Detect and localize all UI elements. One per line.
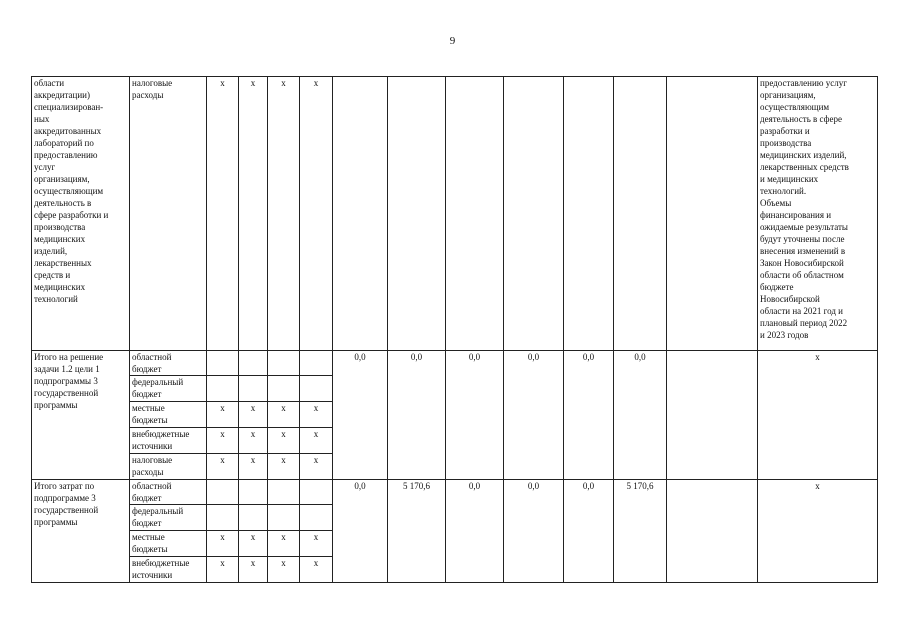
- value-cell: 0,0: [614, 351, 667, 480]
- x-cell: x: [239, 454, 268, 480]
- value-cell: 0,0: [504, 351, 564, 480]
- x-cell: x: [300, 77, 333, 351]
- x-cell: x: [300, 402, 333, 428]
- funding-source-cell: местные бюджеты: [130, 402, 207, 428]
- measure-name-cell: области аккредитации) специализирован- ных аккредитованных лабораторий по предоставлению услуг организациям, осуществляющим деятельность в сфере разработки и производства медицинских изделий, лекарственных средств и медицинских технологий: [32, 77, 130, 351]
- expected-result-cell: x: [758, 480, 878, 583]
- funding-source-cell: налоговые расходы: [130, 454, 207, 480]
- value-cell: 0,0: [564, 351, 614, 480]
- value-cell: 0,0: [388, 351, 446, 480]
- value-cell: 0,0: [504, 480, 564, 583]
- program-table: [31, 76, 878, 583]
- subtotal-title-cell: Итого затрат по подпрограмме 3 государственной программы: [32, 480, 130, 583]
- empty-cell: [614, 77, 667, 351]
- x-cell: x: [268, 428, 300, 454]
- table-row: [32, 77, 878, 351]
- empty-cell: [300, 505, 333, 531]
- empty-cell: [207, 480, 239, 505]
- x-cell: x: [207, 77, 239, 351]
- empty-cell: [667, 480, 758, 583]
- empty-cell: [268, 505, 300, 531]
- table-row: [32, 480, 878, 505]
- empty-cell: [300, 351, 333, 376]
- funding-source-cell: местные бюджеты: [130, 531, 207, 557]
- subtotal-title-cell: Итого на решение задачи 1.2 цели 1 подпрограммы 3 государственной программы: [32, 351, 130, 480]
- x-cell: x: [239, 77, 268, 351]
- value-cell: 0,0: [446, 480, 504, 583]
- x-cell: x: [268, 454, 300, 480]
- page-number: 9: [449, 35, 456, 47]
- empty-cell: [239, 351, 268, 376]
- funding-source-cell: внебюджетные источники: [130, 557, 207, 583]
- x-cell: x: [207, 531, 239, 557]
- empty-cell: [239, 376, 268, 402]
- x-cell: x: [239, 531, 268, 557]
- empty-cell: [564, 77, 614, 351]
- empty-cell: [300, 480, 333, 505]
- x-cell: x: [300, 428, 333, 454]
- x-cell: x: [207, 402, 239, 428]
- empty-cell: [333, 77, 388, 351]
- funding-source-cell: федеральный бюджет: [130, 376, 207, 402]
- empty-cell: [504, 77, 564, 351]
- x-cell: x: [207, 454, 239, 480]
- value-cell: 0,0: [333, 480, 388, 583]
- empty-cell: [268, 376, 300, 402]
- x-cell: x: [268, 531, 300, 557]
- x-cell: x: [207, 428, 239, 454]
- empty-cell: [667, 351, 758, 480]
- empty-cell: [239, 505, 268, 531]
- funding-source-cell: областной бюджет: [130, 351, 207, 376]
- empty-cell: [207, 351, 239, 376]
- x-cell: x: [239, 428, 268, 454]
- funding-source-cell: областной бюджет: [130, 480, 207, 505]
- expected-result-cell: предоставлению услуг организациям, осуществляющим деятельность в сфере разработки и производства медицинских изделий, лекарственных средств и медицинских технологий. Объемы финансирования и ожидаемые результаты будут уточнены после внесения изменений в Закон Новосибирской области об областном бюджете Новосибирской области на 2021 год и плановый период 2022 и 2023 годов: [758, 77, 878, 351]
- empty-cell: [207, 376, 239, 402]
- x-cell: x: [300, 531, 333, 557]
- empty-cell: [268, 351, 300, 376]
- value-cell: 5 170,6: [614, 480, 667, 583]
- x-cell: x: [268, 402, 300, 428]
- x-cell: x: [239, 557, 268, 583]
- empty-cell: [446, 77, 504, 351]
- value-cell: 0,0: [333, 351, 388, 480]
- x-cell: x: [268, 77, 300, 351]
- x-cell: x: [268, 557, 300, 583]
- value-cell: 5 170,6: [388, 480, 446, 583]
- x-cell: x: [300, 557, 333, 583]
- x-cell: x: [239, 402, 268, 428]
- value-cell: 0,0: [564, 480, 614, 583]
- empty-cell: [300, 376, 333, 402]
- x-cell: x: [300, 454, 333, 480]
- funding-source-cell: налоговые расходы: [130, 77, 207, 351]
- funding-source-cell: федеральный бюджет: [130, 505, 207, 531]
- table-row: [32, 351, 878, 376]
- x-cell: x: [207, 557, 239, 583]
- value-cell: 0,0: [446, 351, 504, 480]
- empty-cell: [239, 480, 268, 505]
- empty-cell: [667, 77, 758, 351]
- expected-result-cell: x: [758, 351, 878, 480]
- empty-cell: [268, 480, 300, 505]
- funding-source-cell: внебюджетные источники: [130, 428, 207, 454]
- empty-cell: [207, 505, 239, 531]
- empty-cell: [388, 77, 446, 351]
